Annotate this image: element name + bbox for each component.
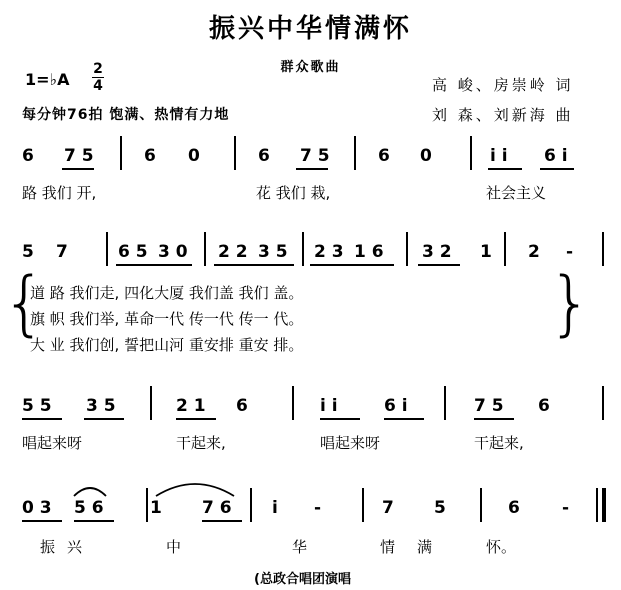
key-signature: 1=♭A <box>25 70 70 89</box>
note-group: 6 <box>538 396 550 416</box>
verse-line-3: 大 业 我们创, 誓把山河 重安排 重安 排。 <box>30 336 304 354</box>
barline <box>150 386 152 420</box>
note-group: 5 5 <box>22 396 52 416</box>
beam <box>202 520 242 522</box>
note-group: 0 <box>188 146 200 166</box>
note-group: 2 1 <box>176 396 206 416</box>
beam <box>116 264 192 266</box>
note-group: - <box>566 242 574 262</box>
lyric-line: 干起来, <box>474 434 524 452</box>
beam <box>488 168 522 170</box>
barline <box>120 136 122 170</box>
note-group: 5 <box>434 498 446 518</box>
note-group: 0 3 <box>22 498 52 518</box>
barline <box>250 488 252 522</box>
time-signature-bottom: 4 <box>93 78 103 94</box>
performer-footer: (总政合唱团演唱 <box>254 572 351 587</box>
note-group: 7 <box>56 242 68 262</box>
barline <box>480 488 482 522</box>
note-group: 6 <box>508 498 520 518</box>
time-signature <box>92 62 104 93</box>
note-group: 2 <box>528 242 540 262</box>
barline <box>106 232 108 266</box>
note-group: - <box>562 498 570 518</box>
lyric-line: 花 我们 栽, <box>256 184 331 202</box>
song-subtitle: 群众歌曲 <box>280 60 341 75</box>
lyric-line: 振兴 <box>40 538 95 556</box>
note-group: 6 <box>378 146 390 166</box>
beam <box>74 520 114 522</box>
note-group: 1 <box>150 498 162 518</box>
barline <box>362 488 364 522</box>
note-group: 2 2 <box>218 242 248 262</box>
composer-credit: 刘 森、刘新海 曲 <box>432 106 574 124</box>
note-group: 6 <box>144 146 156 166</box>
note-group: 3 0 <box>158 242 188 262</box>
barline <box>470 136 472 170</box>
note-group: 7 5 <box>300 146 330 166</box>
lyric-line: 中 <box>166 538 182 556</box>
beam <box>474 418 514 420</box>
verse-brace: { <box>2 262 47 344</box>
note-group: 3 5 <box>258 242 288 262</box>
end-repeat-bar-thick <box>602 488 606 522</box>
note-group: i i <box>490 146 508 166</box>
note-group: 6 5 <box>118 242 148 262</box>
barline <box>354 136 356 170</box>
beam <box>84 418 124 420</box>
barline <box>204 232 206 266</box>
note-group: 6 <box>258 146 270 166</box>
beam <box>418 264 460 266</box>
lyric-line: 唱起来呀 <box>22 434 83 452</box>
beam <box>176 418 216 420</box>
beam <box>296 168 328 170</box>
barline <box>292 386 294 420</box>
note-group: 7 5 <box>64 146 94 166</box>
lyricist-credit: 高 峻、房崇岭 词 <box>432 76 574 94</box>
note-group: 5 <box>22 242 34 262</box>
beam <box>214 264 294 266</box>
lyric-line: 唱起来呀 <box>320 434 381 452</box>
tie-slur <box>70 482 110 498</box>
verse-brace-right: } <box>548 262 593 344</box>
note-group: 1 <box>480 242 492 262</box>
verse-line-1: 道 路 我们走, 四化大厦 我们盖 我们 盖。 <box>30 284 304 302</box>
barline <box>146 488 148 522</box>
beam <box>384 418 424 420</box>
note-group: 2 3 <box>314 242 344 262</box>
note-group: i <box>272 498 278 518</box>
note-group: 6 <box>236 396 248 416</box>
end-repeat-bar <box>596 488 598 522</box>
note-group: 1 6 <box>354 242 384 262</box>
beam <box>22 520 62 522</box>
note-group: 5 6 <box>74 498 104 518</box>
note-group: 7 5 <box>474 396 504 416</box>
lyric-line: 情满 <box>380 538 455 556</box>
note-group: - <box>314 498 322 518</box>
barline <box>504 232 506 266</box>
beam <box>62 168 94 170</box>
lyric-line: 路 我们 开, <box>22 184 97 202</box>
note-group: 0 <box>420 146 432 166</box>
barline <box>602 232 604 266</box>
lyric-line: 怀。 <box>486 538 517 556</box>
beam <box>310 264 394 266</box>
note-group: 3 5 <box>86 396 116 416</box>
beam <box>22 418 62 420</box>
note-group: 7 6 <box>202 498 232 518</box>
tempo-marking: 每分钟76拍 饱满、热情有力地 <box>22 107 230 123</box>
time-signature-top: 2 <box>93 61 103 77</box>
lyric-line: 干起来, <box>176 434 226 452</box>
song-title: 振兴中华情满怀 <box>208 14 412 44</box>
note-group: 3 2 <box>422 242 452 262</box>
lyric-line: 华 <box>292 538 308 556</box>
barline <box>302 232 304 266</box>
beam <box>540 168 574 170</box>
barline <box>602 386 604 420</box>
note-group: i i <box>320 396 338 416</box>
note-group: 6 i <box>544 146 568 166</box>
tie-slur <box>150 478 240 498</box>
note-group: 7 <box>382 498 394 518</box>
barline <box>444 386 446 420</box>
note-group: 6 <box>22 146 34 166</box>
barline <box>234 136 236 170</box>
beam <box>320 418 360 420</box>
lyric-line: 社会主义 <box>486 184 547 202</box>
note-group: 6 i <box>384 396 408 416</box>
barline <box>406 232 408 266</box>
verse-line-2: 旗 帜 我们举, 革命一代 传一代 传一 代。 <box>30 310 304 328</box>
